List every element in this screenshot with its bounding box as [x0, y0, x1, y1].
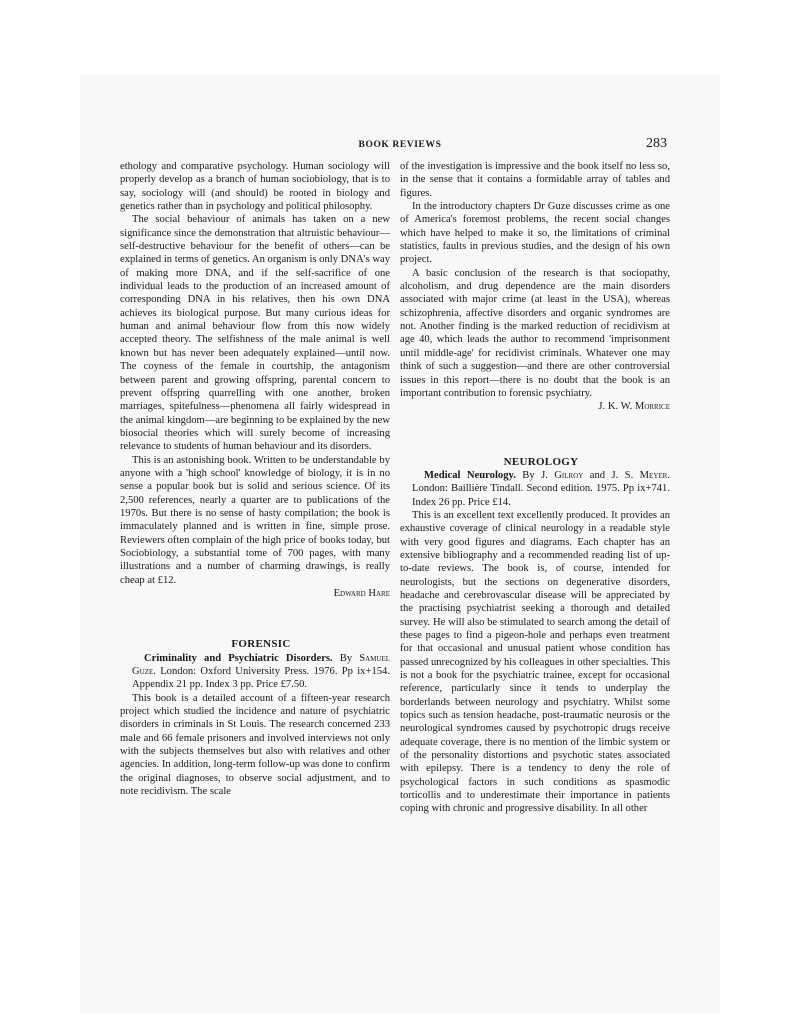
citation-details: . London: Baillière Tindall. Second edition. 1975. Pp ix+741. Index 26 pp. Price £14. — [412, 469, 670, 508]
book-title: Criminality and Psychiatric Disorders. — [144, 652, 333, 664]
section-spacer — [120, 600, 390, 638]
citation-by: By — [339, 652, 353, 664]
running-title: BOOK REVIEWS — [358, 140, 442, 150]
section-heading-forensic: FORENSIC — [231, 638, 291, 651]
citation-and: and J. S. — [583, 469, 640, 481]
book-author: Meyer — [639, 469, 668, 481]
paragraph: of the investigation is impressive and the book itself no less so, in the sense that it contains a formidable array of tables and figures. — [400, 161, 670, 199]
section-spacer — [400, 414, 670, 456]
book-author: Gilroy — [554, 469, 584, 481]
citation-by: By J. — [515, 469, 555, 481]
paragraph: This is an excellent text excellently produced. It provides an exhaustive coverage of clinical neurology in a readable style with very good figures and diagrams. Each chapter has an extensive bibliography and a recommended reading list of up-to-date reviews. The book is, of course, intended for neurologists, but the sections on degenerative disorders, headache and cerebrovascular disease will be appreciated by the practising psychiatrist seeking a thorough and detailed survey. He will also be stimulated to search among the detail of these pages to find a pigeon-hole and perhaps even treatment for that occasional and unusual patient whose condition has passed unrecognized by his colleagues in other specialties. This is not a book for the psychiatric trainee, except for occasional reference, particularly since it tends to underplay the borderlands between neurology and psychiatry. Whilst some topics such as tension headache, post-traumatic neurosis or the neurological syndromes caused by psychotropic drugs receive adequate coverage, there is no mention of the limbic system or of the personality distortions and psychotic states associated with epilepsy. There is a tendency to deny the role of psychological factors in such conditions as spasmodic torticollis and to underestimate their importance in patients coping with chronic and progressive disability. In all other — [400, 509, 670, 815]
book-citation — [400, 469, 670, 509]
left-column — [120, 160, 390, 798]
section-heading-neurology: NEUROLOGY — [503, 455, 579, 468]
book-title: Medical Neurology. — [424, 469, 516, 481]
reviewer-signature: J. K. W. Morrice — [598, 401, 670, 413]
page-number: 283 — [646, 136, 667, 151]
paragraph: A basic conclusion of the research is that sociopathy, alcoholism, and drug dependence are the main disorders associated with major crime (at least in the USA), whereas schizophrenia, affective disorders and organic syndromes are not. Another finding is the marked reduction of recidivism at age 40, which leads the author to recommend 'imprisonment until middle-age' for recidivist criminals. Whatever one may think of such a suggestion—and there are other controversial issues in this report—there is no doubt that the book is an important contribution to forensic psychiatry. — [400, 267, 670, 399]
book-citation — [120, 652, 390, 692]
reviewer-signature: Edward Hare — [333, 588, 390, 599]
paragraph: The social behaviour of animals has taken on a new significance since the demonstration that altruistic behaviour—self-destructive behaviour for the benefit of others—can be explained in terms of genetics. An organism is only DNA's way of making more DNA, and if the self-sacrifice of one individual leads to the production of an increased amount of corresponding DNA in his relatives, then his own DNA achieves its biological purpose. But many curious ideas for human and animal behaviour flow from this now widely accepted theory. The selfishness of the male animal is well known but has never been adequately explained—until now. The coyness of the female in courtship, the antagonism between parent and growing offspring, parental concern to prevent offspring quarrelling with one another, broken marriages, spitefulness—phenomena all fairly widespread in the animal kingdom—are beginning to be explained by the new biosocial theories which will surely become of increasing relevance to students of human behaviour and its disorders. — [120, 214, 390, 453]
paragraph: This is an astonishing book. Written to be understandable by anyone with a 'high school' knowledge of biology, it is in no sense a popular book but is solid and serious science. Of its 2,500 references, nearly a quarter are to publications of the 1970s. But there is no sense of hasty compilation; the book is immaculately planned and is written in fine, simple prose. Reviewers often complain of the high price of books today, but Sociobiology, a substantial tome of 700 pages, with many illustrations and a number of charming drawings, is really cheap at £12. — [120, 454, 390, 586]
paragraph: This book is a detailed account of a fifteen-year research project which studied the incidence and nature of psychiatric disorders in criminals in St Louis. The research concerned 233 male and 66 female prisoners and involved interviews not only with the subjects themselves but also with relatives and other agencies. In addition, long-term follow-up was done to confirm the original diagnoses, to observe social adjustment, and to note recidivism. The scale — [120, 692, 390, 798]
paragraph: ethology and comparative psychology. Human sociology will properly develop as a branch of human sociobiology, that is to say, sociology will (and should) be rooted in biology and genetics rather than in psychology and political philosophy. — [120, 161, 390, 213]
book-author: Samuel Guze — [132, 652, 391, 678]
citation-details: . London: Oxford University Press. 1976. Pp ix+154. Appendix 21 pp. Index 3 pp. Price £7.50. — [132, 666, 390, 691]
right-column — [400, 160, 670, 816]
paragraph: In the introductory chapters Dr Guze discusses crime as one of America's foremost problems, the recent social changes which have helped to make it so, the limitations of criminal statistics, faults in previous studies, and the design of his own project. — [400, 201, 670, 266]
